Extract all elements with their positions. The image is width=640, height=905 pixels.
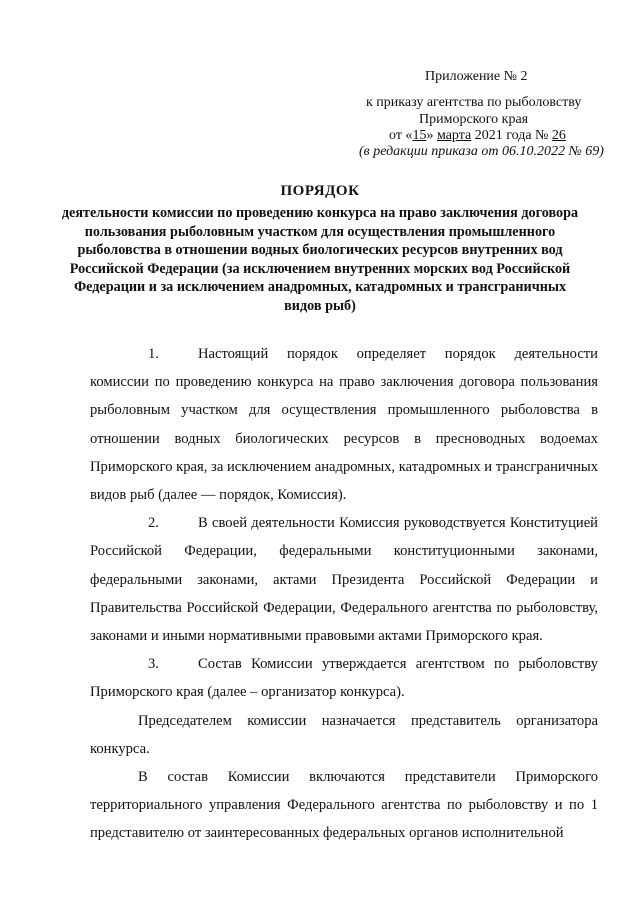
date-mid: » [426,128,437,143]
date-month: марта [436,128,472,143]
paragraph-2 [90,509,598,650]
paragraph-3-chair [90,707,598,763]
paragraph-text: В своей деятельности Комиссия руководствуется Конституцией Российской Федерации, федеральными конституционными законами, федеральными законами, актами Президента Российской Федерации и Правительства Российской Федерации, Федерального агентства по рыболовству, законами и иными нормативными правовыми актами Приморского края. [90,515,598,645]
paragraph-3 [90,650,598,706]
paragraph-text: Состав Комиссии утверждается агентством по рыболовству Приморского края (далее – организатор конкурса). [90,656,598,701]
date-suffix: 2021 года № [471,128,552,143]
document-subtitle: деятельности комиссии по проведению конкурса на право заключения договора пользования рыболовным участком для осуществления промышленного рыболовства в отношении водных биологических ресурсов внутренних вод Российской Федерации (за исключением внутренних морских вод Российской Федерации и за исключением анадромных, катадромных и трансграничных видов рыб) [61,205,579,314]
paragraph-number: 2. [148,515,159,532]
doc-number: 26 [551,128,566,143]
document-title-block [60,182,580,315]
paragraph-text: Председателем комиссии назначается представитель организатора конкурса. [90,712,598,757]
appendix-region: Приморского края [419,112,529,127]
paragraph-1 [90,340,598,509]
document-title: ПОРЯДОК [280,183,360,199]
paragraph-3-members [90,763,598,848]
paragraph-text: Настоящий порядок определяет порядок деятельности комиссии по проведению конкурса на право заключения договора пользования рыболовным участком для осуществления промышленного рыболовства в отношении водных биологических ресурсов в пресноводных водоемах Приморского края, за исключением анадромных, катадромных и трансграничных видов рыб (далее — порядок, Комиссия). [90,346,598,504]
paragraph-number: 3. [148,656,159,673]
paragraph-text: В состав Комиссии включаются представители Приморского территориального управления Федерального агентства по рыболовству и по 1 представителю от заинтересованных федеральных органов исполнительной [90,769,598,842]
paragraph-number: 1. [148,346,159,362]
date-prefix: от « [389,128,413,143]
appendix-revision: (в редакции приказа от 06.10.2022 № 69) [359,144,604,159]
appendix-number: Приложение № 2 [425,69,528,84]
date-day: 15 [412,128,427,143]
document-body [90,340,598,848]
appendix-date-line [389,127,566,144]
appendix-order-ref: к приказу агентства по рыболовству [366,95,582,110]
